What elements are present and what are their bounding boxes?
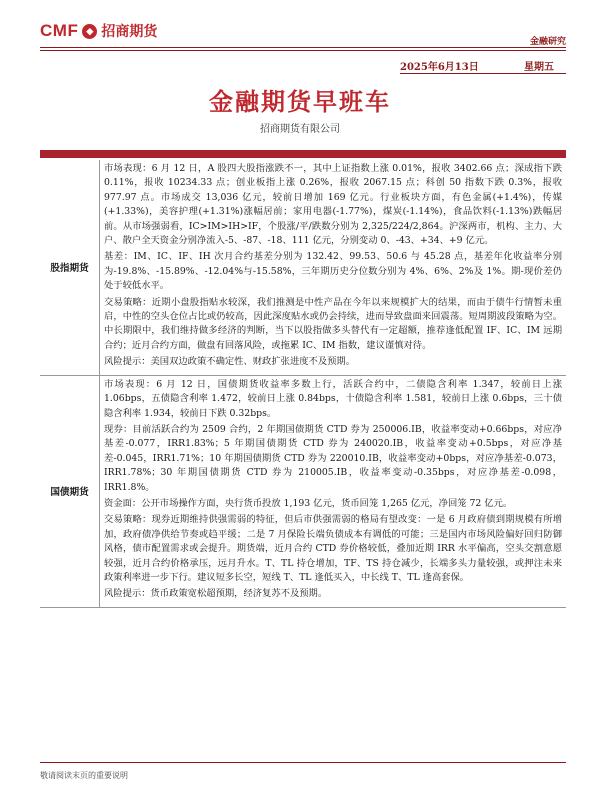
title-band — [40, 150, 566, 158]
section-stock-index-futures — [40, 160, 566, 376]
risk-warning-paragraph: 风险提示：货币政策宽松超预期，经济复苏不及预期。 — [104, 588, 328, 600]
header-divider-thin — [40, 50, 566, 51]
basis-paragraph: 基差：IM、IC、IF、IH 次月合约基差分别为 132.42、99.53、50.6 与 45.28 点，基差年化收益率分别为-19.8%、-15.89%、-12.04%与-15.58%，三年期历史分位数分别为 4%、6%、2%及 1%。期-现价差仍处于较低水平。 — [104, 251, 562, 292]
header-divider — [40, 47, 566, 48]
market-performance-paragraph: 市场表现：6 月 12 日，国债期货收益率多数上行，活跃合约中，二债隐含利率 1.347，较前日上涨 1.06bps，五债隐含利率 1.472，较前日上涨 0.84bps，十债隐含利率 1.581，较前日上涨 0.6bps，三十债隐含利率 1.934，较前日下跌 0.32bps。 — [104, 378, 562, 419]
market-performance-paragraph: 市场表现：6 月 12 日，A 股四大股指涨跌不一，其中上证指数上涨 0.01%，报收 3402.66 点；深成指下跌 0.11%，报收 10234.33 点；创业板指上涨 0.26%，报收 2067.15 点；科创 50 指数下跌 0.3%，报收 977.97 点。市场成交 13,036 亿元，较前日增加 169 亿元。行业板块方面，有色金属(+1.4%)，传媒(+1.33%)，美容护理(+1.31%)涨幅居前；家用电器(-1.77%)，煤炭(-1.14%)，食品饮料(-1.13%)跌幅居前。从市场强弱看，IC>IM>IH>IF，个股涨/平/跌数分别为 2,325/224/2,864。沪深两市，机构、主力、大户、散户全天资金分别净流入-5、-87、-18、111 亿元，分别变动 0、-43、+34、+9 亿元。 — [104, 163, 562, 247]
report-weekday: 星期五 — [524, 62, 554, 73]
footer-disclaimer-note: 敬请阅读末页的重要说明 — [40, 771, 128, 780]
risk-warning-paragraph: 风险提示：美国双边政策不确定性、财政扩张进度不及预期。 — [104, 356, 356, 368]
section-body — [100, 160, 566, 375]
logo-text: CMF — [40, 21, 79, 40]
section-label: 国债期货 — [40, 376, 100, 607]
page-subtitle: 招商期货有限公司 — [260, 124, 340, 135]
liquidity-paragraph: 资金面：公开市场操作方面，央行货币投放 1,193 亿元，货币回笼 1,265 亿元，净回笼 72 亿元。 — [104, 497, 513, 509]
trading-strategy-paragraph: 交易策略：近期小盘股指贴水较深，我们推测是中性产品在今年以来规模扩大的结果，而由于债牛行情暂未重启，中性的空头仓位占比或仍较高，因此深度贴水或仍会持续，进而导致盘面来回震荡。短周期波段策略为空。中长期限中，我们维持做多经济的判断，当下以股指做多头替代有一定超额，推荐逢低配置 IF、IC、IM 远期合约；近月合约方面，做盘有回落风险，或拖累 IC、IM 指数，建议谨慎对待。 — [104, 296, 562, 351]
cash-bonds-paragraph: 现券：目前活跃合约为 2509 合约，2 年期国债期货 CTD 券为 250006.IB，收益率变动+0.66bps，对应净基差-0.077，IRR1.83%；5 年期国债期货 CTD 券为 240020.IB，收益率变动+0.5bps，对应净基差-0.045，IRR1.71%；10 年期国债期货 CTD 券为 220010.IB，收益率变动+0bps，对应净基差-0.073，IRR1.78%；30 年期国债期货 CTD 券为 210005.IB，收益率变动-0.35bps，对应净基差-0.098，IRR1.8%。 — [104, 423, 562, 493]
trading-strategy-paragraph: 交易策略：现券近期维持供强需弱的特征，但后市供强需弱的格局有望改变：一是 6 月政府债到期规模有所增加，政府债净供给节奏或趋平缓；二是 7 月保险长端负债成本有调低的可能；三是国内市场风险偏好回归防御风格，债市配置需求或会提升。期货端，近月合约 CTD 券价格较低，叠加近期 IRR 水平偏高，空头交割意愿较强，近月合约价格承压，远月升水。T、TL 持仓增加，TF、TS 持仓减少，长端多头力量较强，或押注未来政策利率进一步下行。建议短多长空，短线 T、TL 逢低买入，中长线 T、TL 逢高套保。 — [104, 514, 562, 583]
section-body — [100, 376, 566, 607]
logo-company-name: 招商期货 — [101, 24, 158, 40]
company-logo — [40, 20, 157, 42]
report-date: 2025年6月13日 — [400, 62, 479, 73]
footer-divider — [40, 762, 566, 763]
page-title: 金融期货早班车 — [209, 87, 391, 116]
report-category: 金融研究 — [529, 37, 566, 47]
date-underline — [400, 73, 566, 74]
logo-emblem-icon: ◆ — [82, 24, 97, 39]
section-treasury-futures — [40, 376, 566, 608]
section-label: 股指期货 — [40, 160, 100, 375]
report-table — [40, 160, 566, 608]
